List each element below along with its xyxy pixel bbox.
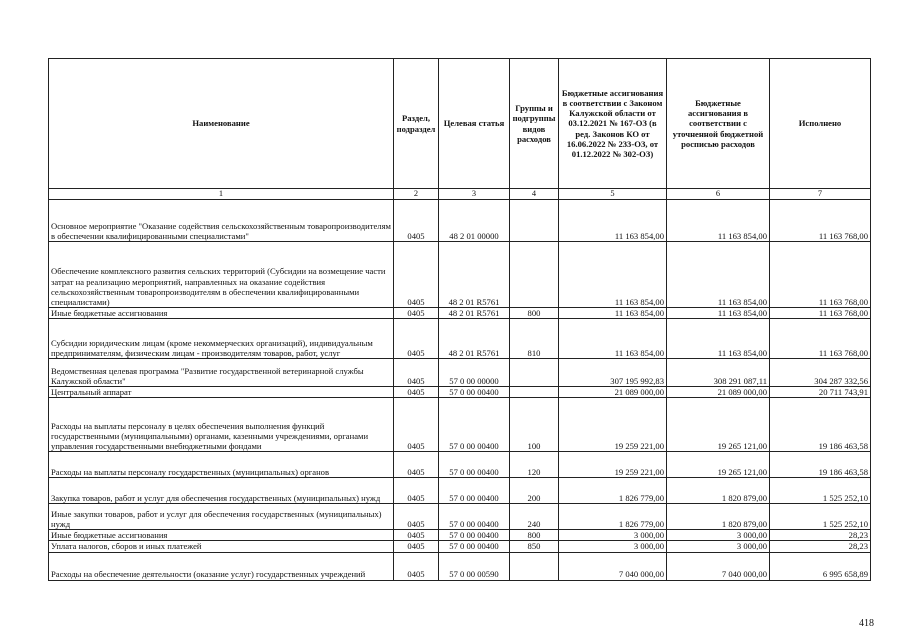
row-assigned: 307 195 992,83	[559, 359, 667, 387]
row-name: Расходы на выплаты персоналу в целях обеспечения выполнения функций государственными (муниципальными) органами, казенными учреждениями, органами управления государственными внебюджетными фондами	[49, 398, 394, 452]
table-row	[49, 398, 871, 452]
row-executed: 11 163 768,00	[770, 200, 871, 242]
row-executed: 304 287 332,56	[770, 359, 871, 387]
table-row	[49, 552, 871, 580]
row-target: 57 0 00 00400	[439, 387, 510, 398]
table-row	[49, 319, 871, 359]
row-group	[510, 387, 559, 398]
header-groups: Группы и подгруппы видов расходов	[510, 59, 559, 189]
column-number: 1	[49, 189, 394, 200]
row-target: 57 0 00 00400	[439, 478, 510, 504]
row-refined: 11 163 854,00	[667, 242, 770, 308]
row-assigned: 11 163 854,00	[559, 242, 667, 308]
row-target: 48 2 01 R5761	[439, 308, 510, 319]
row-name: Обеспечение комплексного развития сельских территорий (Субсидии на возмещение части затрат на реализацию мероприятий, направленных на оказание содействия сельскохозяйственным товаропроизводителям в обеспечении квалифицированными специалистами)	[49, 242, 394, 308]
column-number: 3	[439, 189, 510, 200]
column-number: 6	[667, 189, 770, 200]
table-row	[49, 242, 871, 308]
row-executed: 19 186 463,58	[770, 398, 871, 452]
row-section: 0405	[394, 200, 439, 242]
row-target: 57 0 00 00400	[439, 541, 510, 552]
row-name: Закупка товаров, работ и услуг для обеспечения государственных (муниципальных) нужд	[49, 478, 394, 504]
row-section: 0405	[394, 359, 439, 387]
row-target: 57 0 00 00400	[439, 398, 510, 452]
row-executed: 11 163 768,00	[770, 242, 871, 308]
row-target: 48 2 01 R5761	[439, 242, 510, 308]
table-row	[49, 504, 871, 530]
row-target: 57 0 00 00590	[439, 552, 510, 580]
row-group: 120	[510, 452, 559, 478]
header-executed: Исполнено	[770, 59, 871, 189]
row-name: Основное мероприятие "Оказание содействия сельскохозяйственным товаропроизводителям в обеспечении квалифицированными специалистами"	[49, 200, 394, 242]
table-body	[49, 200, 871, 581]
row-refined: 3 000,00	[667, 530, 770, 541]
row-refined: 19 265 121,00	[667, 452, 770, 478]
row-refined: 19 265 121,00	[667, 398, 770, 452]
table-row	[49, 359, 871, 387]
table-row	[49, 387, 871, 398]
column-number: 4	[510, 189, 559, 200]
row-group: 200	[510, 478, 559, 504]
row-executed: 6 995 658,89	[770, 552, 871, 580]
row-refined: 11 163 854,00	[667, 319, 770, 359]
row-target: 57 0 00 00400	[439, 452, 510, 478]
row-section: 0405	[394, 387, 439, 398]
row-group: 800	[510, 308, 559, 319]
row-refined: 21 089 000,00	[667, 387, 770, 398]
row-refined: 1 820 879,00	[667, 504, 770, 530]
row-group: 240	[510, 504, 559, 530]
row-section: 0405	[394, 308, 439, 319]
row-executed: 19 186 463,58	[770, 452, 871, 478]
row-target: 48 2 01 R5761	[439, 319, 510, 359]
row-section: 0405	[394, 541, 439, 552]
row-assigned: 3 000,00	[559, 541, 667, 552]
row-section: 0405	[394, 504, 439, 530]
table-row	[49, 541, 871, 552]
row-group	[510, 200, 559, 242]
header-assigned: Бюджетные ассигнования в соответствии с Законом Калужской области от 03.12.2021 № 167-ОЗ (в ред. Законов КО от 16.06.2022 № 233-ОЗ, от 01.12.2022 № 302-ОЗ)	[559, 59, 667, 189]
table-row	[49, 200, 871, 242]
row-assigned: 3 000,00	[559, 530, 667, 541]
table-row	[49, 478, 871, 504]
row-refined: 1 820 879,00	[667, 478, 770, 504]
table-header	[49, 59, 871, 200]
row-target: 57 0 00 00000	[439, 359, 510, 387]
row-executed: 1 525 252,10	[770, 478, 871, 504]
row-executed: 20 711 743,91	[770, 387, 871, 398]
row-assigned: 7 040 000,00	[559, 552, 667, 580]
row-group: 800	[510, 530, 559, 541]
header-target: Целевая статья	[439, 59, 510, 189]
page-number: 418	[859, 618, 874, 629]
row-name: Расходы на выплаты персоналу государственных (муниципальных) органов	[49, 452, 394, 478]
row-assigned: 11 163 854,00	[559, 319, 667, 359]
row-name: Расходы на обеспечение деятельности (оказание услуг) государственных учреждений	[49, 552, 394, 580]
table-row	[49, 452, 871, 478]
row-name: Центральный аппарат	[49, 387, 394, 398]
row-group	[510, 552, 559, 580]
row-refined: 7 040 000,00	[667, 552, 770, 580]
row-assigned: 11 163 854,00	[559, 200, 667, 242]
row-section: 0405	[394, 552, 439, 580]
header-section: Раздел, подраздел	[394, 59, 439, 189]
header-refined: Бюджетные ассигнования в соответствии с уточненной бюджетной росписью расходов	[667, 59, 770, 189]
row-target: 48 2 01 00000	[439, 200, 510, 242]
row-name: Субсидии юридическим лицам (кроме некоммерческих организаций), индивидуальным предпринимателям, физическим лицам - производителям товаров, работ, услуг	[49, 319, 394, 359]
row-name: Иные бюджетные ассигнования	[49, 308, 394, 319]
row-refined: 308 291 087,11	[667, 359, 770, 387]
row-executed: 28,23	[770, 541, 871, 552]
row-section: 0405	[394, 398, 439, 452]
row-group	[510, 359, 559, 387]
column-number-row	[49, 189, 871, 200]
column-number: 5	[559, 189, 667, 200]
column-number: 7	[770, 189, 871, 200]
row-assigned: 19 259 221,00	[559, 452, 667, 478]
table-row	[49, 308, 871, 319]
row-section: 0405	[394, 319, 439, 359]
column-number: 2	[394, 189, 439, 200]
budget-table	[48, 58, 871, 581]
row-target: 57 0 00 00400	[439, 504, 510, 530]
row-name: Иные закупки товаров, работ и услуг для обеспечения государственных (муниципальных) нужд	[49, 504, 394, 530]
row-section: 0405	[394, 242, 439, 308]
row-section: 0405	[394, 452, 439, 478]
row-executed: 1 525 252,10	[770, 504, 871, 530]
row-refined: 3 000,00	[667, 541, 770, 552]
row-executed: 11 163 768,00	[770, 319, 871, 359]
row-section: 0405	[394, 478, 439, 504]
row-refined: 11 163 854,00	[667, 200, 770, 242]
row-group: 850	[510, 541, 559, 552]
row-assigned: 11 163 854,00	[559, 308, 667, 319]
header-name: Наименование	[49, 59, 394, 189]
table-row	[49, 530, 871, 541]
row-group	[510, 242, 559, 308]
row-executed: 28,23	[770, 530, 871, 541]
row-name: Иные бюджетные ассигнования	[49, 530, 394, 541]
row-assigned: 1 826 779,00	[559, 504, 667, 530]
row-assigned: 19 259 221,00	[559, 398, 667, 452]
row-section: 0405	[394, 530, 439, 541]
row-target: 57 0 00 00400	[439, 530, 510, 541]
row-assigned: 21 089 000,00	[559, 387, 667, 398]
row-assigned: 1 826 779,00	[559, 478, 667, 504]
row-executed: 11 163 768,00	[770, 308, 871, 319]
row-refined: 11 163 854,00	[667, 308, 770, 319]
row-name: Ведомственная целевая программа "Развитие государственной ветеринарной службы Калужской области"	[49, 359, 394, 387]
row-name: Уплата налогов, сборов и иных платежей	[49, 541, 394, 552]
row-group: 810	[510, 319, 559, 359]
row-group: 100	[510, 398, 559, 452]
